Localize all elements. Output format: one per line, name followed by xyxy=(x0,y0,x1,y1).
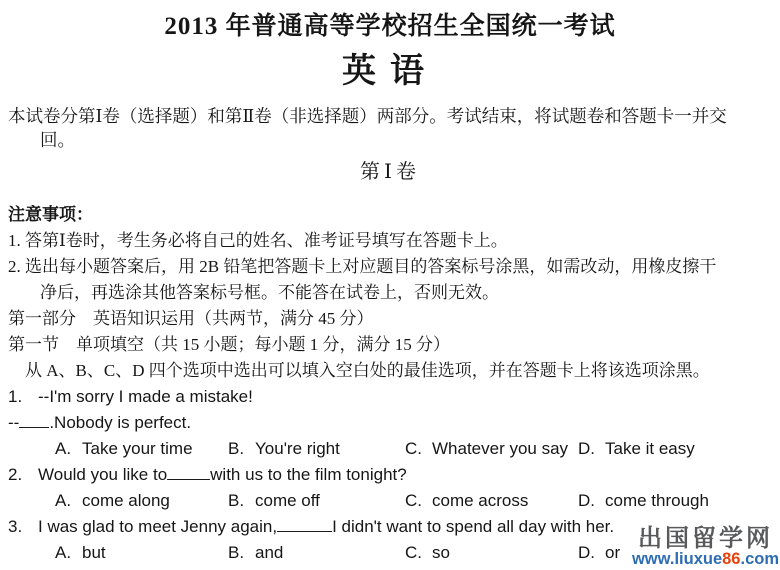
option-b-label: B. xyxy=(228,491,245,510)
option-c-text: come across xyxy=(432,491,529,510)
question-2-stem-prefix: Would you like to xyxy=(38,465,168,484)
question-3-option-c xyxy=(405,540,578,566)
option-c-text: so xyxy=(432,543,450,562)
option-a-label: A. xyxy=(55,439,72,458)
option-d-label: D. xyxy=(578,491,595,510)
notice-title: 注意事项： xyxy=(8,205,93,224)
watermark-url-suffix: .com xyxy=(740,549,779,568)
intro-line-1: 本试卷分第Ⅰ卷（选择题）和第Ⅱ卷（非选择题）两部分。考试结束，将试题卷和答题卡一并交 xyxy=(8,106,727,126)
question-1-option-d xyxy=(578,436,772,462)
option-a-label: A. xyxy=(55,491,72,510)
option-d-label: D. xyxy=(578,439,595,458)
question-1-reply-prefix: -- xyxy=(8,413,20,432)
question-2-number: 2. xyxy=(8,465,23,484)
question-1-option-a xyxy=(55,436,228,462)
watermark-url-prefix: www.liuxue xyxy=(631,549,723,568)
question-1-blank-line xyxy=(19,413,49,428)
option-b-label: B. xyxy=(228,543,245,562)
question-1-option-b xyxy=(228,436,405,462)
section1-heading: 第一节 单项填空（共 15 小题；每小题 1 分，满分 15 分） xyxy=(8,335,450,354)
question-1-stem-text: --I'm sorry I made a mistake! xyxy=(38,387,253,406)
question-3-option-b xyxy=(228,540,405,566)
question-3-stem-prefix: I was glad to meet Jenny again, xyxy=(38,517,278,536)
question-1-options xyxy=(55,436,772,462)
question-2-option-b xyxy=(228,488,405,514)
option-a-text: Take your time xyxy=(82,439,193,458)
question-1-stem xyxy=(8,384,772,410)
notice-item-1: 1. 答第Ⅰ卷时，考生务必将自己的姓名、准考证号填写在答题卡上。 xyxy=(8,231,508,250)
subject-title: 英语 xyxy=(342,53,438,90)
option-c-label: C. xyxy=(405,543,422,562)
question-3-blank-line xyxy=(277,517,332,532)
question-3-option-a xyxy=(55,540,228,566)
question-2-blank-line xyxy=(167,465,210,480)
question-2-option-c xyxy=(405,488,578,514)
option-d-text: come through xyxy=(605,491,709,510)
option-b-label: B. xyxy=(228,439,245,458)
question-2-options xyxy=(55,488,772,514)
notice-item-2-line-1: 2. 选出每小题答案后，用 2B 铅笔把答题卡上对应题目的答案标号涂黑，如需改动，用橡皮擦干 xyxy=(8,257,717,276)
question-2-option-d xyxy=(578,488,772,514)
intro-line-2: 回。 xyxy=(40,130,75,150)
option-c-label: C. xyxy=(405,439,422,458)
exam-title: 2013 年普通高等学校招生全国统一考试 xyxy=(164,13,616,40)
watermark-url xyxy=(632,551,779,568)
question-2-stem-suffix: with us to the film tonight? xyxy=(210,465,407,484)
watermark-site-name: 出国留学网 xyxy=(637,524,773,552)
notice-item-2 xyxy=(8,254,772,306)
intro-paragraph xyxy=(8,104,772,152)
watermark-url-highlight: 86 xyxy=(722,549,741,568)
watermark xyxy=(632,526,779,569)
question-3-number: 3. xyxy=(8,517,23,536)
section1-instruction: 从 A、B、C、D 四个选项中选出可以填入空白处的最佳选项，并在答题卡上将该选项涂黑。 xyxy=(25,361,710,380)
option-a-text: come along xyxy=(82,491,170,510)
question-3-stem-suffix: I didn't want to spend all day with her. xyxy=(332,517,615,536)
option-c-label: C. xyxy=(405,491,422,510)
option-a-text: but xyxy=(82,543,106,562)
question-1-reply-line xyxy=(8,410,772,436)
option-d-text: Take it easy xyxy=(605,439,695,458)
question-1-number: 1. xyxy=(8,387,23,406)
option-a-label: A. xyxy=(55,543,72,562)
option-b-text: come off xyxy=(255,491,320,510)
question-1-option-c xyxy=(405,436,578,462)
question-1-reply-suffix: .Nobody is perfect. xyxy=(49,413,192,432)
notice-item-2-line-2: 净后，再选涂其他答案标号框。不能答在试卷上，否则无效。 xyxy=(40,283,499,302)
option-d-label: D. xyxy=(578,543,595,562)
option-b-text: and xyxy=(255,543,284,562)
option-d-text: or xyxy=(605,543,621,562)
option-b-text: You're right xyxy=(255,439,340,458)
part1-heading: 第一部分 英语知识运用（共两节，满分 45 分） xyxy=(8,309,374,328)
question-2-stem xyxy=(8,462,772,488)
question-2-option-a xyxy=(55,488,228,514)
volume-heading: 第Ⅰ卷 xyxy=(360,161,420,183)
option-c-text: Whatever you say xyxy=(432,439,569,458)
